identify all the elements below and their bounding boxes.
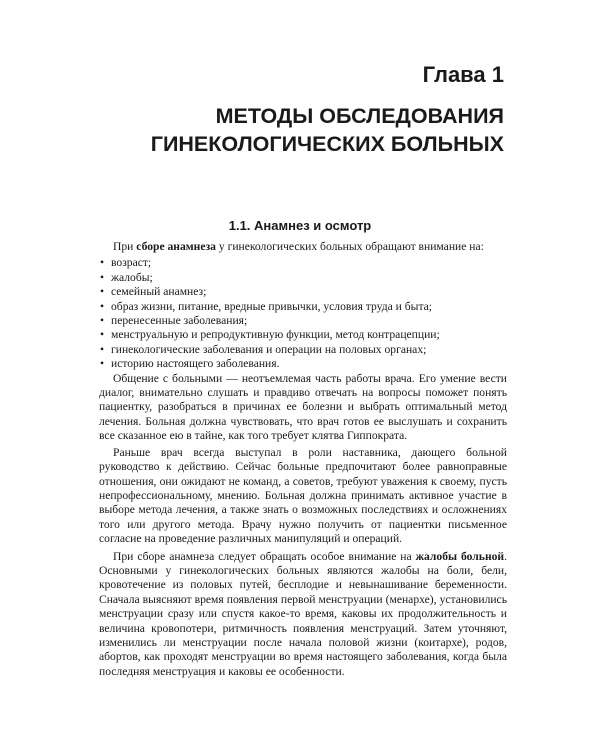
list-item: • гинекологические заболевания и операции на половых органах; [99, 343, 507, 357]
intro-before: При [113, 240, 137, 253]
list-item: • семейный анамнез; [99, 285, 507, 299]
body-text [99, 240, 507, 681]
list-item: • образ жизни, питание, вредные привычки, условия труда и быта; [99, 300, 507, 314]
section-title: 1.1. Анамнез и осмотр [228, 218, 372, 233]
complaints-bold-term: жалобы больной [415, 549, 505, 563]
list-item: • менструальную и репродуктивную функции, метод контрацепции; [99, 328, 507, 342]
list-item: • историю настоящего заболевания. [99, 357, 507, 371]
paragraph-complaints [99, 550, 507, 680]
chapter-title-line-1: МЕТОДЫ ОБСЛЕДОВАНИЯ [215, 104, 504, 128]
list-item: • жалобы; [99, 271, 507, 285]
chapter-label: Глава 1 [422, 62, 504, 87]
anamnesis-list [99, 256, 507, 371]
chapter-title [84, 102, 504, 158]
chapter-title-line-2: ГИНЕКОЛОГИЧЕСКИХ БОЛЬНЫХ [150, 132, 504, 156]
complaints-after: . Основными у гинекологических больных являются жалобы на боли, бели, кровотечение из половых путей, бесплодие и невынашивание беременности. Сначала выясняют время появления первой менструации (менархе), установились менструации сразу или спустя какое-то время, каковы их продолжительность и величина кровопотери, ритмичность появления менструаций. Затем уточняют, изменились ли менструации после начала половой жизни (коитархе), родов, абортов, как проходят менструации во время настоящего заболевания, когда была последняя менструация и каковы ее особенности. [99, 549, 508, 678]
list-item: • перенесенные заболевания; [99, 314, 507, 328]
intro-paragraph [99, 240, 507, 254]
intro-bold-term: сборе анамнеза [136, 240, 216, 253]
paragraph-communication: Общение с больными — неотъемлемая часть работы врача. Его умение вести диалог, внимательно слушать и правдиво отвечать на вопросы поможет понять пациентку, разобраться в причинах ее болезни и выбрать оптимальный метод лечения. Больная должна чувствовать, что врач готов ее выслушать и сохранить все сказанное ею в тайне, как того требует клятва Гиппократа. [99, 371, 507, 443]
list-item: • возраст; [99, 256, 507, 270]
paragraph-doctor-role: Раньше врач всегда выступал в роли наставника, дающего больной руководство к действию. Сейчас больные предпочитают более равноправные отношения, они ожидают не команд, а советов, требуют уважения к своему, пусть непрофессиональному, мнению. Больная должна принимать активное участие в выборе метода лечения, а также знать о возможных последствиях и осложнениях того или другого метода. Врачу нужно получить от пациентки письменное согласие на проведение различных манипуляций и операций. [99, 445, 507, 546]
complaints-before: При сборе анамнеза следует обращать особое внимание на [113, 549, 416, 563]
intro-after: у гинекологических больных обращают внимание на: [215, 240, 484, 253]
